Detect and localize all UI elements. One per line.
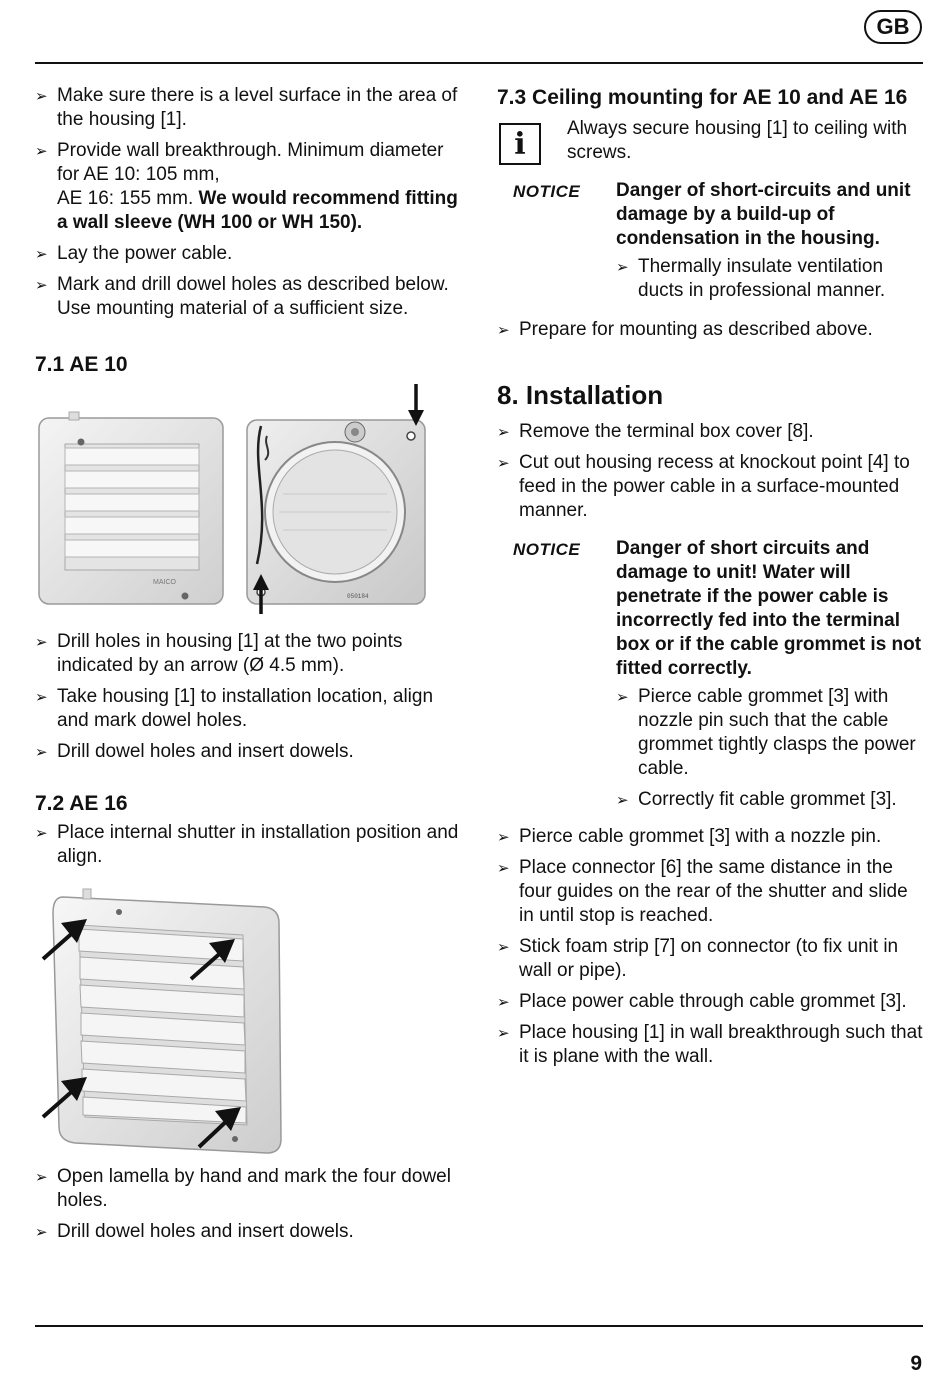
info-box: [497, 117, 925, 165]
list-item: ➢ Place internal shutter in installation position and align.: [35, 821, 467, 869]
section-heading-7-1: 7.1 AE 10: [35, 353, 128, 376]
header-rule: [35, 62, 923, 64]
list-item: ➢ Make sure there is a level surface in the area of the housing [1].: [35, 84, 467, 132]
left-column: [35, 84, 467, 1251]
list-item: ➢ Correctly fit cable grommet [3].: [616, 788, 925, 812]
notice-short-circuit: [497, 537, 925, 819]
notice-label: NOTICE: [513, 182, 581, 201]
language-badge: GB: [864, 10, 922, 44]
list-item: ➢ Provide wall breakthrough. Minimum diameter for AE 10: 105 mm, AE 16: 155 mm. We would recommend fitting a wall sleeve (WH 100 or WH 150).: [35, 139, 467, 235]
list-item: ➢ Take housing [1] to installation location, align and mark dowel holes.: [35, 685, 467, 733]
notice-condensation: [497, 179, 925, 310]
svg-text:050184: 050184: [347, 593, 369, 600]
notice-warning-text: Danger of short circuits and damage to unit! Water will penetrate if the power cable is incorrectly fed into the terminal box or if the cable grommet is not fitted correctly.: [616, 538, 922, 679]
figure-ae10: [35, 384, 467, 620]
info-icon: i: [499, 123, 541, 165]
notice-label: NOTICE: [513, 540, 581, 559]
right-column: [497, 84, 925, 1076]
list-item: ➢ Pierce cable grommet [3] with nozzle pin such that the cable grommet tightly clasps the power cable.: [616, 685, 925, 781]
list-item: ➢ Place housing [1] in wall breakthrough such that it is plane with the wall.: [497, 1021, 925, 1069]
list-item: ➢ Place power cable through cable grommet [3].: [497, 990, 925, 1014]
list-item: ➢ Mark and drill dowel holes as described below. Use mounting material of a sufficient size.: [35, 273, 467, 321]
list-item: ➢ Cut out housing recess at knockout point [4] to feed in the power cable in a surface-mounted manner.: [497, 451, 925, 523]
list-item: ➢ Prepare for mounting as described above.: [497, 318, 925, 342]
list-item: ➢ Stick foam strip [7] on connector (to fix unit in wall or pipe).: [497, 935, 925, 983]
housing-rear-view: [247, 420, 425, 604]
section-heading-7-2: 7.2 AE 16: [35, 792, 128, 815]
notice-warning-text: Danger of short-circuits and unit damage by a build-up of condensation in the housing.: [616, 180, 911, 249]
list-item: ➢ Thermally insulate ventilation ducts in professional manner.: [616, 255, 925, 303]
section-heading-8: 8. Installation: [497, 380, 664, 410]
shutter-front-view: [39, 412, 223, 604]
list-item: ➢ Remove the terminal box cover [8].: [497, 420, 925, 444]
list-item: ➢ Drill dowel holes and insert dowels.: [35, 740, 467, 764]
list-item: ➢ Lay the power cable.: [35, 242, 467, 266]
ae10-illustration: [35, 384, 467, 620]
list-item: ➢ Drill dowel holes and insert dowels.: [35, 1220, 467, 1244]
list-item: ➢ Open lamella by hand and mark the four dowel holes.: [35, 1165, 467, 1213]
list-item: ➢ Place connector [6] the same distance in the four guides on the rear of the shutter and slide in until stop is reached.: [497, 856, 925, 928]
info-text: Always secure housing [1] to ceiling with screws.: [567, 118, 908, 163]
figure-ae16: [35, 877, 467, 1163]
ae16-illustration: [35, 877, 335, 1163]
section-heading-7-3: 7.3 Ceiling mounting for AE 10 and AE 16: [497, 86, 908, 109]
footer-rule: [35, 1325, 923, 1327]
list-item: ➢ Drill holes in housing [1] at the two points indicated by an arrow (Ø 4.5 mm).: [35, 630, 467, 678]
list-item: ➢ Pierce cable grommet [3] with a nozzle pin.: [497, 825, 925, 849]
shutter-open-view: [53, 889, 281, 1153]
page-number: 9: [910, 1352, 922, 1375]
svg-text:MAICO: MAICO: [153, 579, 176, 586]
